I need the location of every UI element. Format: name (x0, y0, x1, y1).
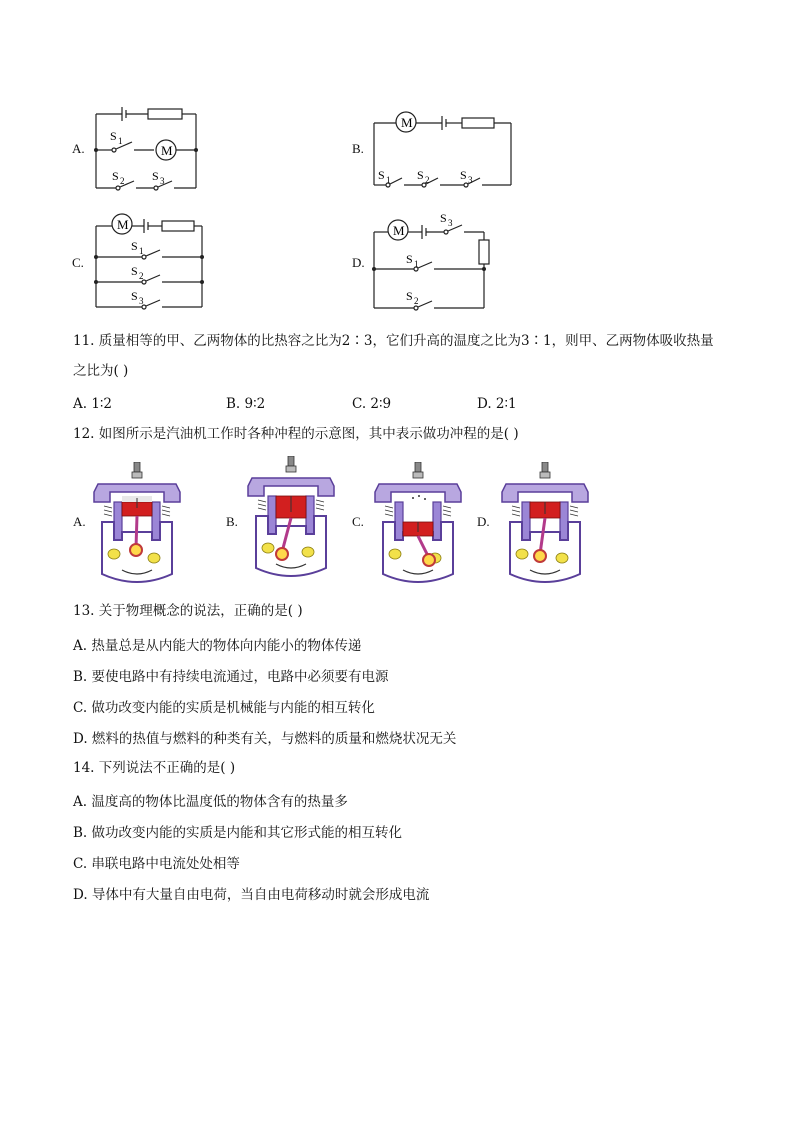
q13-text: 13. 关于物理概念的说法，正确的是( ) (73, 603, 303, 619)
q11-text-line2: 之比为( ) (73, 363, 129, 379)
circuit-b-s1-sub: 1 (386, 175, 391, 185)
q13-option-d[interactable]: D. 燃料的热值与燃料的种类有关，与燃料的质量和燃烧状况无关 (73, 731, 457, 747)
engine-a-label[interactable]: A. (73, 514, 86, 529)
circuit-c-s1: S (131, 239, 138, 253)
q11-option-c[interactable]: C. 2∶9 (352, 396, 392, 412)
q11-option-b[interactable]: B. 9∶2 (226, 396, 266, 412)
q14-option-b[interactable]: B. 做功改变内能的实质是内能和其它形式能的相互转化 (73, 825, 403, 841)
q13-option-c[interactable]: C. 做功改变内能的实质是机械能与内能的相互转化 (73, 700, 375, 716)
circuit-d-label: D. (352, 255, 365, 270)
engine-d-diagram (500, 462, 590, 590)
q11-option-a[interactable]: A. 1∶2 (73, 396, 113, 412)
circuit-c-s2-sub: 2 (139, 271, 144, 281)
engine-c-label[interactable]: C. (352, 514, 364, 529)
q14-option-c[interactable]: C. 串联电路中电流处处相等 (73, 856, 240, 872)
circuit-b-label: B. (352, 141, 364, 156)
circuit-b-s2: S (417, 168, 424, 182)
circuit-a-motor: M (161, 143, 173, 158)
circuit-b-motor: M (401, 115, 413, 130)
circuit-d-s1: S (406, 252, 413, 266)
circuit-b-diagram (368, 105, 518, 190)
engine-d-label[interactable]: D. (477, 514, 490, 529)
q13-option-a[interactable]: A. 热量总是从内能大的物体向内能小的物体传递 (73, 638, 362, 654)
circuit-d-s2: S (406, 289, 413, 303)
circuit-b-s3-sub: 3 (468, 175, 473, 185)
q11-text-line1: 11. 质量相等的甲、乙两物体的比热容之比为2∶3，它们升高的温度之比为3∶1，则甲、乙两物体吸收热量 (73, 333, 714, 349)
q13-option-b[interactable]: B. 要使电路中有持续电流通过，电路中必须要有电源 (73, 669, 389, 685)
circuit-d-s1-sub: 1 (414, 259, 419, 269)
circuit-a-s2: S (112, 169, 119, 183)
circuit-a-s1: S (110, 129, 117, 143)
circuit-d-s3-sub: 3 (448, 218, 453, 228)
circuit-a-s1-sub: 1 (118, 136, 123, 146)
circuit-d-s2-sub: 2 (414, 296, 419, 306)
circuit-c-s3: S (131, 289, 138, 303)
circuit-c-diagram (90, 210, 208, 312)
q14-option-d[interactable]: D. 导体中有大量自由电荷，当自由电荷移动时就会形成电流 (73, 887, 430, 903)
circuit-c-s3-sub: 3 (139, 296, 144, 306)
engine-c-diagram (373, 462, 463, 590)
circuit-a-s2-sub: 2 (120, 176, 125, 186)
circuit-a-s3: S (152, 169, 159, 183)
q12-text: 12. 如图所示是汽油机工作时各种冲程的示意图，其中表示做功冲程的是( ) (73, 426, 519, 442)
circuit-a-diagram (90, 100, 205, 195)
circuit-d-s3: S (440, 211, 447, 225)
circuit-a-label: A. (72, 141, 85, 156)
q14-text: 14. 下列说法不正确的是( ) (73, 760, 236, 776)
circuit-b-s2-sub: 2 (425, 175, 430, 185)
circuit-c-s2: S (131, 264, 138, 278)
q11-option-d[interactable]: D. 2∶1 (477, 396, 517, 412)
circuit-c-motor: M (117, 217, 129, 232)
circuit-a-s3-sub: 3 (160, 176, 165, 186)
engine-b-label[interactable]: B. (226, 514, 238, 529)
circuit-b-s3: S (460, 168, 467, 182)
circuit-d-motor: M (393, 223, 405, 238)
q14-option-a[interactable]: A. 温度高的物体比温度低的物体含有的热量多 (73, 794, 348, 810)
engine-b-diagram (246, 456, 336, 584)
circuit-b-s1: S (378, 168, 385, 182)
circuit-c-s1-sub: 1 (139, 246, 144, 256)
engine-a-diagram (92, 462, 182, 590)
circuit-c-label: C. (72, 255, 84, 270)
circuit-d-diagram (368, 208, 498, 314)
